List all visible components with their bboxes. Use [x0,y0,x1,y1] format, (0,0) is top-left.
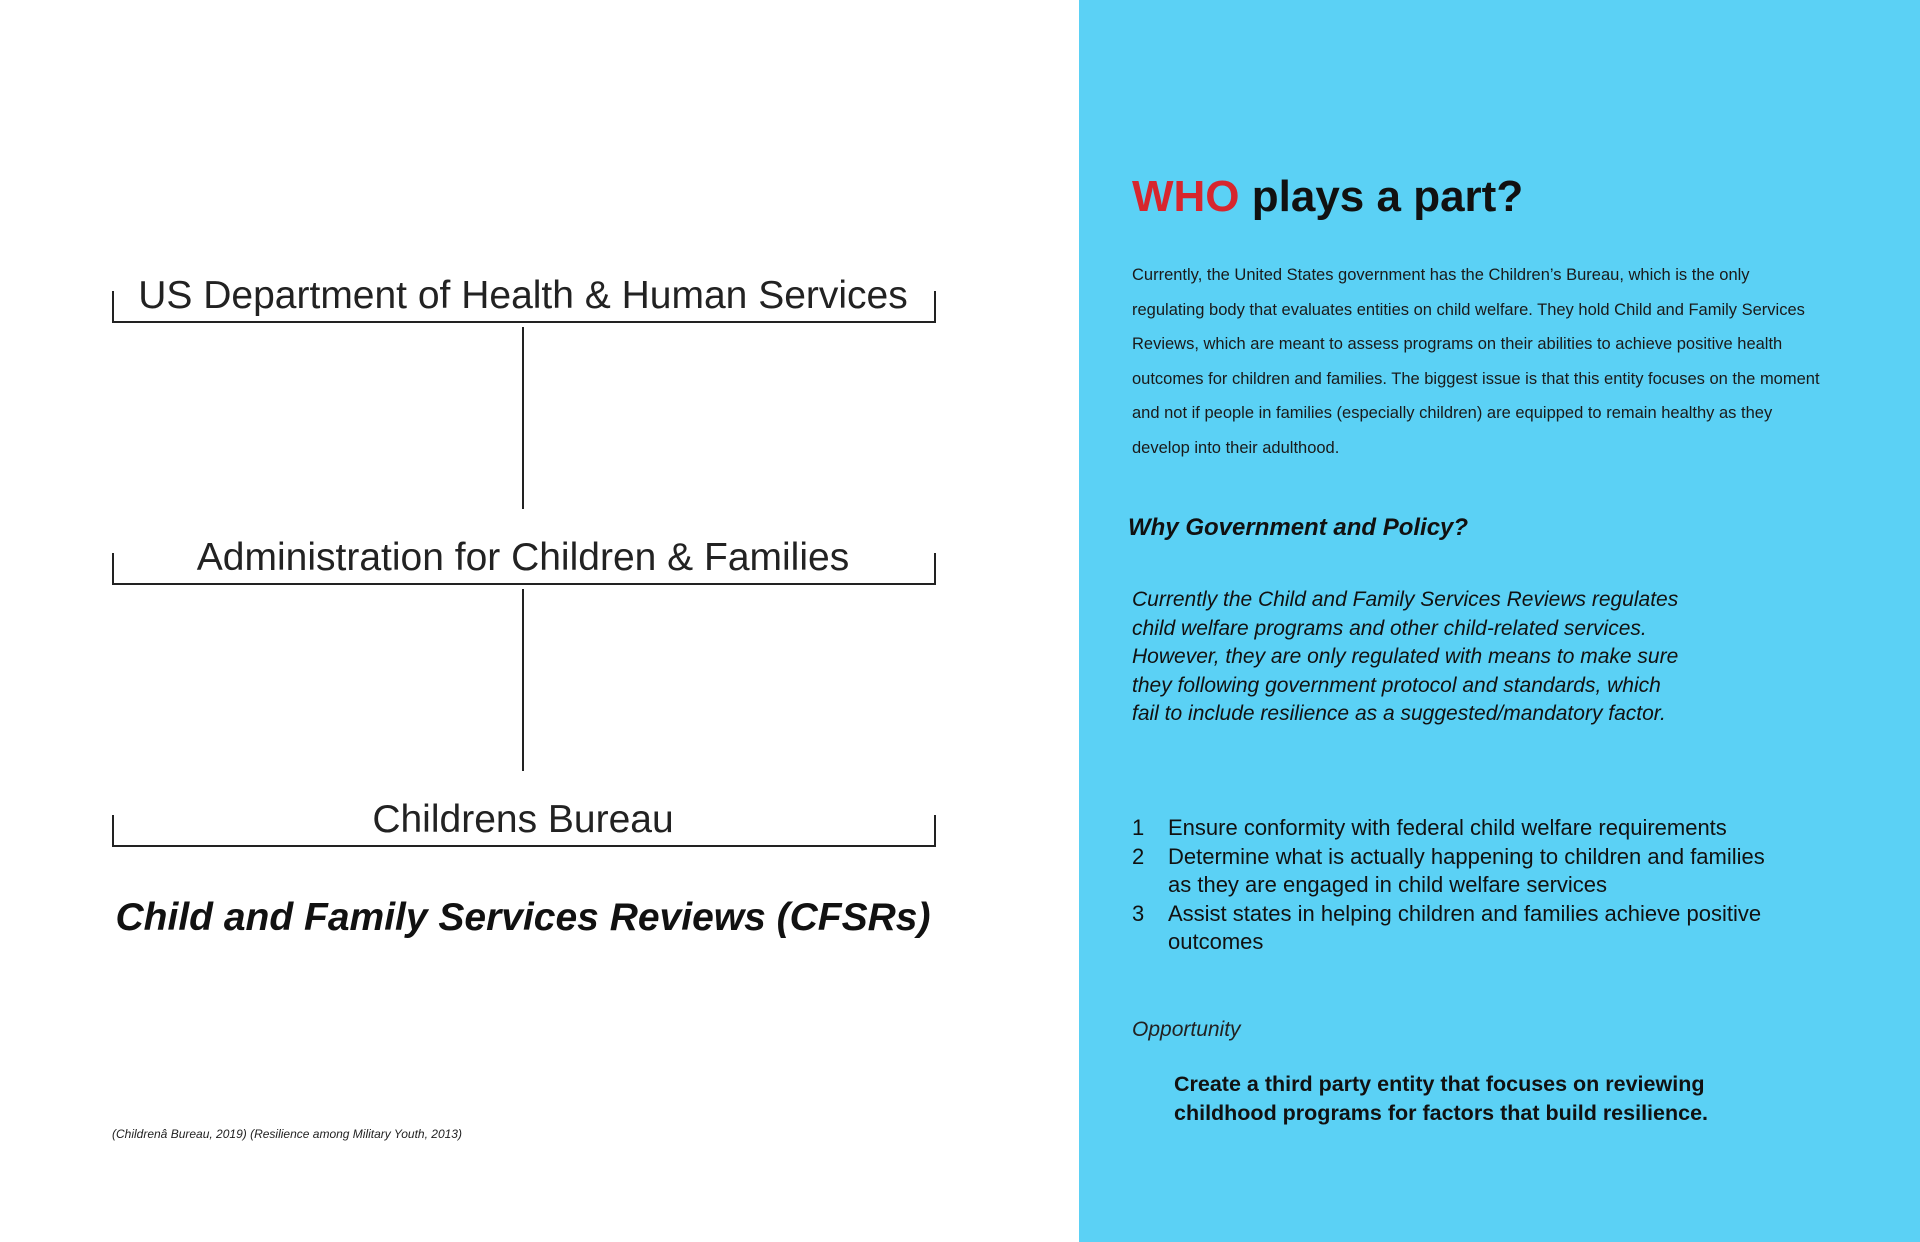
goal-item [1132,843,1792,900]
goal-number: 3 [1132,900,1145,926]
goal-number: 1 [1132,815,1145,840]
org-bracket-bureau [112,815,936,847]
org-bracket-hhs [112,291,936,323]
goal-number: 2 [1132,843,1145,869]
opportunity-label: Opportunity [1132,1018,1241,1041]
org-level-acf [112,536,934,589]
goal-item [1132,900,1792,957]
goals-list [1132,814,1792,957]
why-paragraph: Currently the Child and Family Services Reviews regulates child welfare programs and other child-related services. However, they are only regulated with means to make sure they following government protocol and standards, which fail to include resilience as a suggested/mandatory factor. [1132,588,1679,725]
opportunity-text: Create a third party entity that focuses on reviewing childhood programs for factors that build resilience. [1174,1072,1708,1125]
page-title [1132,172,1523,222]
section-subheading: Why Government and Policy? [1128,514,1469,541]
goal-text: Ensure conformity with federal child welfare requirements [1168,815,1727,840]
review-program-title: Child and Family Services Reviews (CFSRs) [115,896,931,939]
goal-text: Assist states in helping children and families achieve positive outcomes [1168,900,1762,954]
org-level-bureau [112,798,934,851]
org-connector-2 [522,589,524,771]
org-bracket-acf [112,553,936,585]
intro-paragraph: Currently, the United States government has the Children’s Bureau, which is the only regulating body that evaluates entities on child welfare. They hold Child and Family Services Reviews, which are meant to assess programs on their abilities to achieve positive health outcomes for children and families. The biggest issue is that this entity focuses on the moment and not if people in families (especially children) are equipped to remain healthy as they develop into their adulthood. [1132,266,1820,457]
title-accent: WHO [1132,172,1240,221]
org-level-hhs [112,274,934,327]
org-label-hhs: US Department of Health & Human Services [138,274,908,317]
goal-item [1132,814,1792,843]
org-label-acf: Administration for Children & Families [196,536,850,579]
goal-text: Determine what is actually happening to children and families as they are engaged in child welfare services [1168,843,1765,897]
citation: (Childrenâ Bureau, 2019) (Resilience among Military Youth, 2013) [112,1127,462,1141]
org-label-bureau: Childrens Bureau [372,798,674,841]
right-page [1079,0,1920,1242]
title-rest: plays a part? [1239,172,1524,221]
org-connector-1 [522,327,524,509]
